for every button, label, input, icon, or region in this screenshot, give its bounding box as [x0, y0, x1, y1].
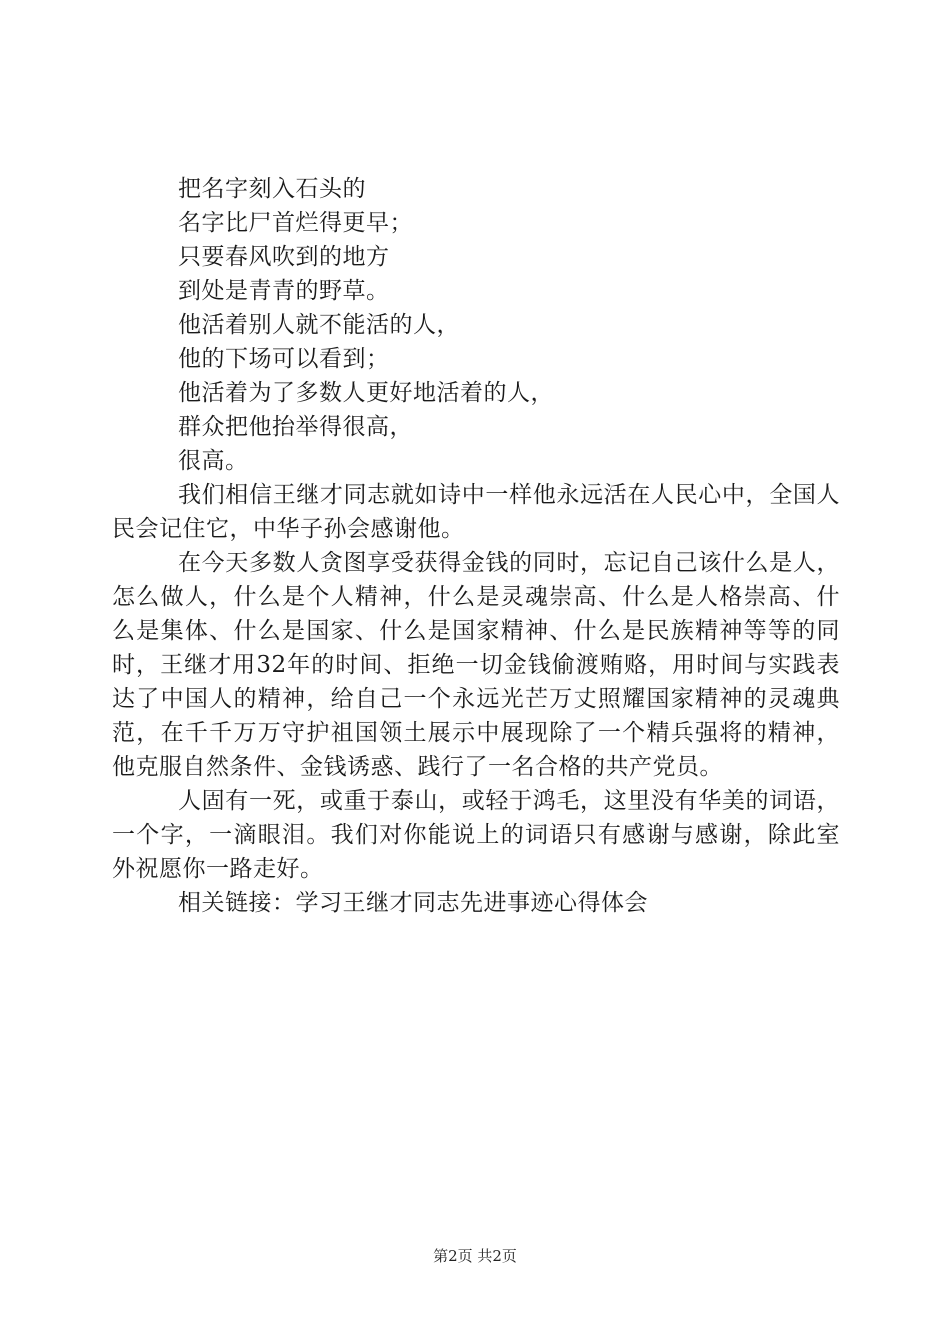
poem-line: 只要春风吹到的地方: [178, 244, 390, 270]
poem-line: 他活着别人就不能活的人，: [178, 312, 460, 338]
poem-line: 到处是青青的野草。: [178, 278, 390, 304]
paragraph-spirit: 在今天多数人贪图享受获得金钱的同时，忘记自己该什么是人，怎么做人，什么是个人精神，什么是灵魂崇高、什么是人格崇高、什么是集体、什么是国家、什么是国家精神、什么是民族精神等等的同时，王继才用32年的时间、拒绝一切金钱偷渡贿赂，用时间与实践表达了中国人的精神，给自己一个永远光芒万丈照耀国家精神的灵魂典范，在千千万万守护祖国领土展示中展现除了一个精兵强将的精神，他克服自然条件、金钱诱惑、践行了一名合格的共产党员。: [112, 550, 840, 780]
poem: [112, 172, 840, 478]
document-body: [112, 172, 840, 920]
poem-line: 群众把他抬举得很高，: [178, 414, 413, 440]
poem-line: 他的下场可以看到；: [178, 346, 390, 372]
paragraph-farewell: 人固有一死，或重于泰山，或轻于鸿毛，这里没有华美的词语，一个字，一滴眼泪。我们对你能说上的词语只有感谢与感谢，除此室外祝愿你一路走好。: [112, 788, 840, 882]
poem-line: 名字比尸首烂得更早；: [178, 210, 413, 236]
related-link[interactable]: 相关链接：学习王继才同志先进事迹心得体会: [178, 890, 648, 916]
poem-line: 很高。: [178, 448, 249, 474]
poem-line: 他活着为了多数人更好地活着的人，: [178, 380, 554, 406]
page-number: 第2页 共2页: [433, 1247, 517, 1265]
paragraph-remembrance: 我们相信王继才同志就如诗中一样他永远活在人民心中，全国人民会记住它，中华子孙会感谢他。: [112, 482, 840, 542]
poem-line: 把名字刻入石头的: [178, 176, 366, 202]
